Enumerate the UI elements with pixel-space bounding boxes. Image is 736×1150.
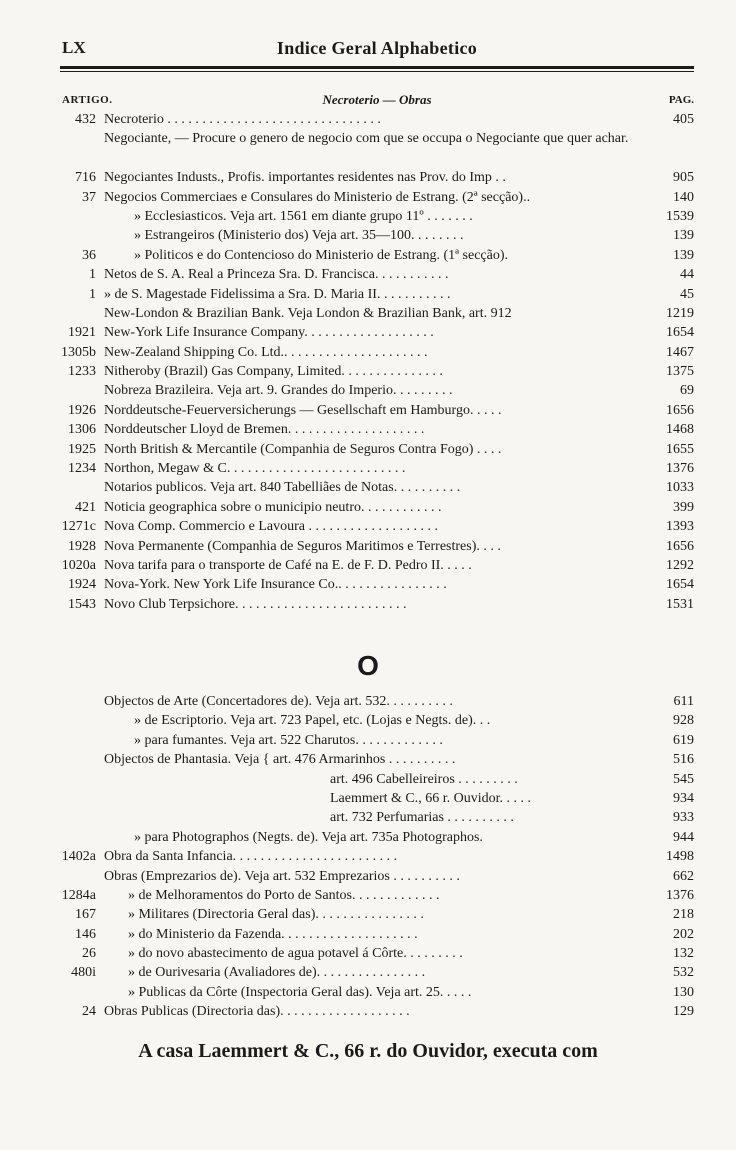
index-entry: [60, 362, 694, 381]
page-reference: 934: [673, 790, 694, 806]
index-entry: [60, 575, 694, 594]
entry-text: » do Ministerio da Fazenda. . . . . . . . . . . . . . . . . . . .: [128, 926, 418, 942]
section-letter-heading: O: [357, 650, 379, 681]
index-entry: [60, 750, 694, 769]
article-number: 480i: [71, 965, 96, 981]
page-reference: 1292: [666, 558, 694, 573]
article-number: 1928: [68, 538, 96, 554]
page-reference: 1655: [666, 441, 694, 457]
page-reference: 132: [673, 946, 694, 962]
entry-text: New-London & Brazilian Bank. Veja London & Brazilian Bank, art. 912: [104, 305, 512, 321]
index-entry: [60, 517, 694, 536]
index-list-n: [60, 110, 694, 614]
article-number: 1271c: [61, 519, 96, 535]
entry-text: » de S. Magestade Fidelissima a Sra. D. Maria II. . . . . . . . . . .: [104, 286, 451, 302]
entry-text: » para fumantes. Veja art. 522 Charutos. . . . . . . . . . . . .: [134, 732, 443, 748]
page-title: Indice Geral Alphabetico: [276, 38, 478, 58]
entry-text: » Politicos e do Contencioso do Ministerio de Estrang. (1ª secção).: [134, 247, 509, 263]
page-reference: 933: [673, 810, 694, 826]
entry-text: Norddeutscher Lloyd de Bremen. . . . . . . . . . . . . . . . . . . .: [104, 422, 425, 438]
index-entry: [60, 867, 694, 886]
article-number: 36: [82, 247, 96, 263]
page-reference: 905: [673, 170, 694, 186]
entry-text: » Ecclesiasticos. Veja art. 1561 em diante grupo 11º . . . . . . .: [134, 208, 473, 224]
article-number: 167: [75, 907, 96, 923]
index-entry: [60, 925, 694, 944]
index-entry: [60, 692, 694, 711]
entry-text: Necroterio . . . . . . . . . . . . . . . . . . . . . . . . . . . . . . .: [104, 112, 381, 127]
article-number: 421: [75, 499, 96, 515]
article-number: 1284a: [61, 887, 96, 903]
page-reference: 545: [673, 771, 694, 787]
pag-column-label: PAG.: [668, 94, 694, 106]
page-reference: 619: [673, 732, 694, 748]
index-entry: [60, 188, 694, 207]
page-reference: 140: [673, 189, 694, 205]
index-entry: [60, 478, 694, 497]
entry-text: Norddeutsche-Feuerversicherungs — Gesellschaft em Hamburgo. . . . .: [104, 402, 502, 418]
index-entry: [60, 886, 694, 905]
entry-text: Noticia geographica sobre o municipio neutro. . . . . . . . . . . .: [104, 499, 442, 515]
page-reference: 1375: [666, 364, 694, 380]
article-number: 1305b: [61, 344, 96, 360]
article-number: 1926: [68, 402, 96, 418]
entry-text: Notarios publicos. Veja art. 840 Tabelliães de Notas. . . . . . . . . .: [104, 480, 461, 496]
page-reference: 1654: [666, 325, 694, 341]
index-entry: [60, 1002, 694, 1021]
index-entry: [60, 440, 694, 459]
page-reference: 69: [680, 383, 694, 399]
entry-text: » Publicas da Côrte (Inspectoria Geral das). Veja art. 25. . . . .: [128, 984, 472, 1000]
entry-text: New-Zealand Shipping Co. Ltd.. . . . . . . . . . . . . . . . . . . . .: [104, 344, 428, 360]
entry-text: North British & Mercantile (Companhia de Seguros Contra Fogo) . . . .: [104, 441, 502, 457]
entry-text: Nitheroby (Brazil) Gas Company, Limited. . . . . . . . . . . . . . .: [104, 364, 443, 380]
entry-text: » de Melhoramentos do Porto de Santos. . . . . . . . . . . . .: [128, 887, 440, 903]
article-number: 1925: [68, 441, 96, 457]
article-number: 1233: [68, 364, 96, 380]
page-header: [60, 38, 694, 64]
entry-text: New-York Life Insurance Company. . . . . . . . . . . . . . . . . . .: [104, 325, 434, 341]
index-entry: [60, 129, 694, 168]
article-number: 1: [89, 286, 96, 302]
entry-text: » para Photographos (Negts. de). Veja art. 735a Photographos.: [134, 829, 483, 845]
index-entry: [60, 304, 694, 323]
article-number: 1234: [68, 461, 96, 477]
page-reference: 532: [673, 965, 694, 981]
entry-text: Obra da Santa Infancia. . . . . . . . . . . . . . . . . . . . . . . .: [104, 849, 398, 865]
entry-text: Negocios Commerciaes e Consulares do Ministerio de Estrang. (2ª secção)..: [104, 189, 531, 205]
page-reference: 516: [673, 752, 694, 768]
index-entry: [60, 226, 694, 245]
page-reference: 1468: [666, 422, 694, 438]
index-entry: [60, 401, 694, 420]
index-entry: [60, 711, 694, 730]
page-reference: 45: [680, 286, 694, 302]
page-reference: 1219: [666, 305, 694, 321]
index-entry: [60, 110, 694, 129]
index-entry: [60, 808, 694, 827]
page-reference: 1467: [666, 344, 694, 360]
page-reference: 44: [680, 267, 694, 283]
index-entry: [60, 207, 694, 226]
entry-text: » Militares (Directoria Geral das). . . . . . . . . . . . . . . .: [128, 907, 424, 923]
column-header: [60, 92, 694, 108]
page-reference: 1531: [666, 596, 694, 612]
article-number: 1921: [68, 325, 96, 341]
page-reference: 129: [673, 1004, 694, 1020]
index-list-o: [60, 692, 694, 1022]
entry-text: art. 732 Perfumarias . . . . . . . . . .: [330, 810, 514, 826]
index-entry: [60, 343, 694, 362]
artigo-column-label: ARTIGO.: [62, 94, 113, 106]
index-entry: [60, 459, 694, 478]
page-reference: 928: [673, 713, 694, 729]
article-number: 1306: [68, 422, 96, 438]
entry-text: » Estrangeiros (Ministerio dos) Veja art. 35—100. . . . . . . .: [134, 228, 464, 244]
index-entry: [60, 963, 694, 982]
index-entry: [60, 789, 694, 808]
index-entry: [60, 983, 694, 1002]
index-entry: [60, 828, 694, 847]
index-entry: [60, 323, 694, 342]
article-number: 1924: [68, 577, 96, 593]
page-reference: 139: [673, 247, 694, 263]
index-entry: [60, 556, 694, 575]
article-number: 24: [82, 1004, 96, 1020]
index-entry: [60, 285, 694, 304]
entry-text: Negociantes Industs., Profis. importantes residentes nas Prov. do Imp . .: [104, 170, 506, 186]
page-reference: 662: [673, 868, 694, 884]
index-entry: [60, 168, 694, 187]
page-number: LX: [62, 38, 86, 57]
entry-text: » de Ourivesaria (Avaliadores de). . . . . . . . . . . . . . . .: [128, 965, 426, 981]
entry-text: Laemmert & C., 66 r. Ouvidor. . . . .: [330, 790, 532, 806]
entry-text: » de Escriptorio. Veja art. 723 Papel, etc. (Lojas e Negts. de). . .: [134, 713, 491, 729]
entry-text: Obras (Emprezarios de). Veja art. 532 Emprezarios . . . . . . . . . .: [104, 868, 460, 884]
footer-advertisement: A casa Laemmert & C., 66 r. do Ouvidor, executa com: [138, 1040, 598, 1062]
page-reference: 1656: [666, 402, 694, 418]
article-number: 26: [82, 946, 96, 962]
page-reference: 1539: [666, 208, 694, 224]
page-reference: 218: [673, 907, 694, 923]
page-reference: 130: [673, 984, 694, 1000]
page-reference: 1393: [666, 519, 694, 535]
page-reference: 1654: [666, 577, 694, 593]
page-reference: 1376: [666, 887, 694, 903]
page-reference: 139: [673, 228, 694, 244]
page-reference: 1033: [666, 480, 694, 496]
entry-text: Nova Comp. Commercio e Lavoura . . . . . . . . . . . . . . . . . . .: [104, 519, 439, 535]
entry-text: Novo Club Terpsichore. . . . . . . . . . . . . . . . . . . . . . . . .: [104, 596, 407, 612]
page-reference: 1656: [666, 538, 694, 554]
article-number: 716: [75, 170, 96, 186]
entry-text: Northon, Megaw & C. . . . . . . . . . . . . . . . . . . . . . . . . .: [104, 461, 406, 477]
article-number: 146: [75, 926, 96, 942]
entry-text: Objectos de Phantasia. Veja { art. 476 Armarinhos . . . . . . . . . .: [104, 752, 456, 768]
index-entry: [60, 420, 694, 439]
header-rule-thick: [60, 66, 694, 69]
index-entry: [60, 905, 694, 924]
entry-text: Nova tarifa para o transporte de Café na E. de F. D. Pedro II. . . . .: [104, 558, 472, 573]
entry-text: Nova Permanente (Companhia de Seguros Maritimos e Terrestres). . . .: [104, 538, 501, 554]
page-reference: 611: [673, 694, 694, 709]
index-entry: [60, 731, 694, 750]
index-entry: [60, 498, 694, 517]
entry-text: Nobreza Brazileira. Veja art. 9. Grandes do Imperio. . . . . . . . .: [104, 383, 453, 399]
index-entry: [60, 847, 694, 866]
index-entry: [60, 770, 694, 789]
index-entry: [60, 246, 694, 265]
index-entry: [60, 537, 694, 556]
article-number: 37: [82, 189, 96, 205]
entry-text: Nova-York. New York Life Insurance Co.. . . . . . . . . . . . . . . .: [104, 577, 447, 593]
page-reference: 1498: [666, 849, 694, 865]
entry-text: » do novo abastecimento de agua potavel á Côrte. . . . . . . . .: [128, 946, 463, 962]
entry-text: Negociante, — Procure o genero de negocio com que se occupa o Negociante que quer achar.: [104, 131, 629, 147]
article-number: 1020a: [61, 558, 96, 573]
section-range-title: Necroterio — Obras: [322, 92, 432, 107]
entry-text: art. 496 Cabelleireiros . . . . . . . . .: [330, 771, 518, 787]
article-number: 1: [89, 267, 96, 283]
article-number: 1402a: [61, 849, 96, 865]
article-number: 1543: [68, 596, 96, 612]
entry-text: Netos de S. A. Real a Princeza Sra. D. Francisca. . . . . . . . . . .: [104, 267, 449, 283]
page-reference: 1376: [666, 461, 694, 477]
entry-text: Objectos de Arte (Concertadores de). Veja art. 532. . . . . . . . . .: [104, 694, 453, 709]
page-reference: 405: [673, 112, 694, 127]
index-entry: [60, 595, 694, 614]
header-rule-thin: [60, 71, 694, 72]
entry-text: Obras Publicas (Directoria das). . . . . . . . . . . . . . . . . . .: [104, 1004, 410, 1020]
page-reference: 202: [673, 926, 694, 942]
index-entry: [60, 265, 694, 284]
page-reference: 944: [673, 829, 694, 845]
article-number: 432: [75, 112, 96, 127]
page-reference: 399: [673, 499, 694, 515]
index-entry: [60, 944, 694, 963]
index-entry: [60, 381, 694, 400]
